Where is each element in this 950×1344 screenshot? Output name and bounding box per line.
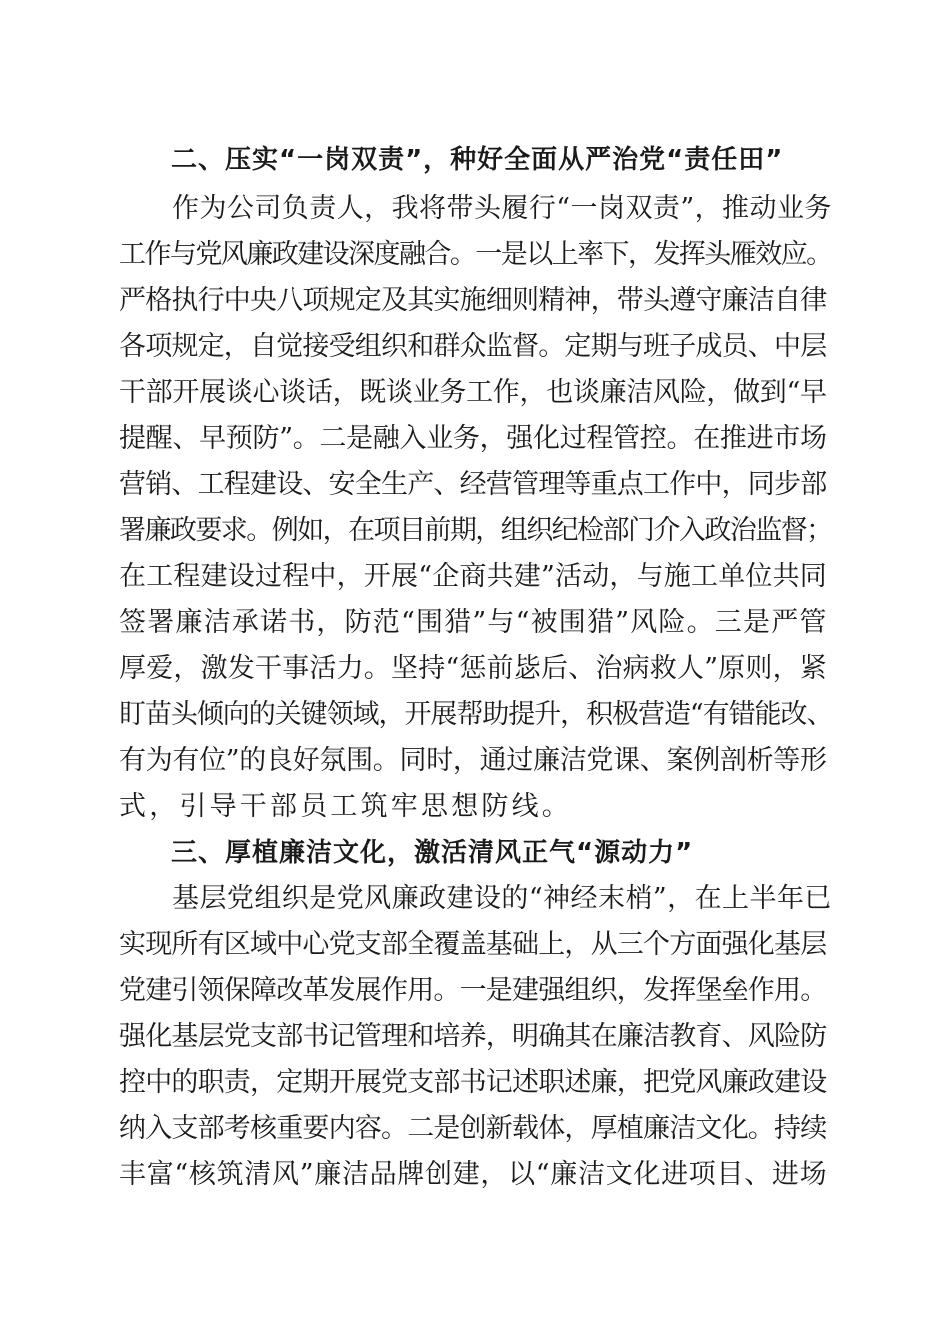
paragraph-line: 营销、工程建设、安全生产、经营管理等重点工作中，同步部: [119, 469, 827, 500]
paragraph-line: 纳入支部考核重要内容。二是创新载体，厚植廉洁文化。持续: [119, 1113, 827, 1144]
paragraph-line: 签署廉洁承诺书，防范“围猎”与“被围猎”风险。三是严管: [119, 607, 828, 638]
paragraph-line: 工作与党风廉政建设深度融合。一是以上率下，发挥头雁效应。: [119, 239, 832, 270]
paragraph-line: 盯苗头倾向的关键领域，开展帮助提升，积极营造“有错能改、: [119, 699, 833, 730]
paragraph-line: 控中的职责，定期开展党支部书记述职述廉，把党风廉政建设: [119, 1067, 827, 1098]
paragraph-line: 实现所有区域中心党支部全覆盖基础上，从三个方面强化基层: [119, 929, 827, 960]
paragraph-line: 干部开展谈心谈话，既谈业务工作，也谈廉洁风险，做到“早: [119, 377, 827, 408]
paragraph-line: 作为公司负责人，我将带头履行“一岗双责”，推动业务: [172, 193, 832, 224]
section-heading-2: 二、压实“一岗双责”，种好全面从严治党“责任田”: [171, 145, 784, 175]
paragraph-line: 各项规定，自觉接受组织和群众监督。定期与班子成员、中层: [119, 331, 827, 362]
paragraph-line: 署廉政要求。例如，在项目前期，组织纪检部门介入政治监督；: [119, 515, 832, 546]
paragraph-line: 提醒、早预防”。二是融入业务，强化过程管控。在推进市场: [119, 423, 827, 454]
section-heading-3: 三、厚植廉洁文化，激活清风正气“源动力”: [171, 838, 694, 868]
paragraph-line: 党建引领保障改革发展作用。一是建强组织，发挥堡垒作用。: [119, 975, 827, 1006]
paragraph-line: 式，引导干部员工筑牢思想防线。: [119, 791, 572, 822]
paragraph-line: 有为有位”的良好氛围。同时，通过廉洁党课、案例剖析等形: [119, 745, 827, 776]
paragraph-line: 厚爱，激发干事活力。坚持“惩前毖后、治病救人”原则，紧: [119, 653, 828, 684]
paragraph-line: 严格执行中央八项规定及其实施细则精神，带头遵守廉洁自律: [119, 285, 827, 316]
paragraph-line: 丰富“核筑清风”廉洁品牌创建，以“廉洁文化进项目、进场: [119, 1159, 828, 1190]
paragraph-line: 在工程建设过程中，开展“企商共建”活动，与施工单位共同: [119, 561, 828, 592]
paragraph-line: 基层党组织是党风廉政建设的“神经末梢”，在上半年已: [172, 883, 832, 914]
paragraph-line: 强化基层党支部书记管理和培养，明确其在廉洁教育、风险防: [119, 1021, 827, 1052]
